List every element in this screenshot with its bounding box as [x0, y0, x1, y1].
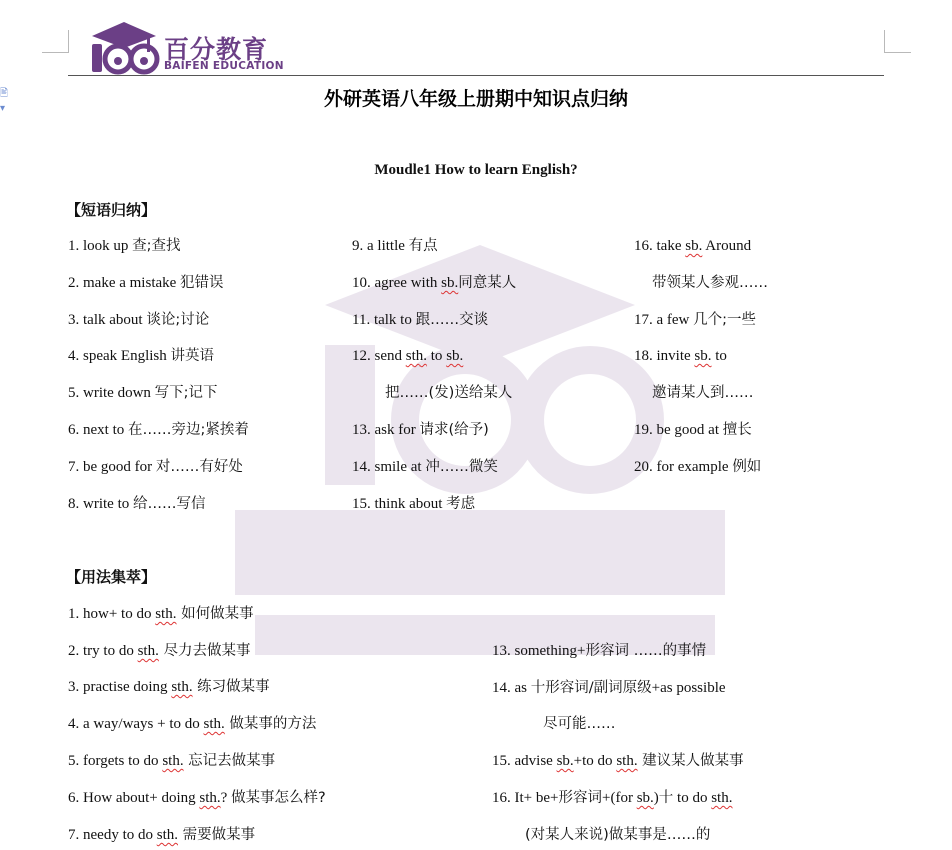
usage-item: 3. practise doing sth. 练习做某事 — [68, 679, 270, 695]
usage-item: 16. It+ be+形容词+(for sb.)十 to do sth. — [492, 790, 733, 806]
phrase-item: 19. be good at 擅长 — [634, 422, 752, 438]
page-side-icon: 🖹 ▾ — [0, 88, 9, 114]
phrase-item-continuation: 把……(发)送给某人 — [385, 385, 513, 401]
margin-corner-mark-right — [884, 30, 911, 53]
phrase-item: 9. a little 有点 — [352, 238, 438, 254]
phrase-item-continuation: 邀请某人到…… — [652, 385, 754, 401]
usage-item-continuation: 尽可能…… — [543, 716, 616, 732]
usage-item: 6. How about+ doing sth.? 做某事怎么样? — [68, 790, 326, 806]
usage-item: 14. as 十形容词/副词原级+as possible — [492, 680, 726, 696]
phrase-item: 18. invite sb. to — [634, 348, 727, 364]
phrase-item: 15. think about 考虑 — [352, 496, 476, 512]
phrase-item: 3. talk about 谈论;讨论 — [68, 312, 210, 328]
phrase-item: 6. next to 在……旁边;紧挨着 — [68, 422, 249, 438]
phrase-item: 17. a few 几个;一些 — [634, 312, 757, 328]
phrase-item: 1. look up 查;查找 — [68, 238, 181, 254]
phrase-item: 10. agree with sb.同意某人 — [352, 275, 517, 291]
section-heading-usage: 【用法集萃】 — [66, 568, 157, 586]
phrase-item: 11. talk to 跟……交谈 — [352, 312, 489, 328]
phrase-item: 2. make a mistake 犯错误 — [68, 275, 224, 291]
usage-item: 15. advise sb.+to do sth. 建议某人做某事 — [492, 753, 744, 769]
logo-english-text: BAIFEN EDUCATION — [164, 60, 284, 72]
phrase-item: 16. take sb. Around — [634, 238, 752, 254]
usage-item-continuation: (对某人来说)做某事是……的 — [525, 827, 711, 843]
phrase-item: 5. write down 写下;记下 — [68, 385, 218, 401]
usage-item: 5. forgets to do sth. 忘记去做某事 — [68, 753, 276, 769]
phrase-item: 20. for example 例如 — [634, 459, 762, 475]
phrase-item: 13. ask for 请求(给予) — [352, 422, 489, 438]
usage-item: 2. try to do sth. 尽力去做某事 — [68, 643, 251, 659]
usage-item: 4. a way/ways + to do sth. 做某事的方法 — [68, 716, 317, 732]
logo-chinese-text: 百分教育 — [164, 35, 269, 64]
phrase-item: 12. send sth. to sb. — [352, 348, 464, 364]
margin-corner-mark-left — [42, 30, 69, 53]
usage-item: 1. how+ to do sth. 如何做某事 — [68, 606, 254, 622]
usage-item: 7. needy to do sth. 需要做某事 — [68, 827, 256, 843]
module-title: Moudle1 How to learn English? — [374, 162, 578, 178]
phrase-item-continuation: 带领某人参观…… — [652, 275, 768, 291]
section-heading-phrases: 【短语归纳】 — [66, 201, 157, 219]
page-title: 外研英语八年级上册期中知识点归纳 — [323, 88, 628, 110]
phrase-item: 7. be good for 对……有好处 — [68, 459, 243, 475]
watermark-logo-icon — [215, 245, 745, 665]
phrase-item: 14. smile at 冲……微笑 — [352, 459, 498, 475]
phrase-item: 8. write to 给……写信 — [68, 496, 206, 512]
header-rule — [68, 75, 884, 76]
phrase-item: 4. speak English 讲英语 — [68, 348, 214, 364]
usage-item: 13. something+形容词 ……的事情 — [492, 643, 707, 659]
